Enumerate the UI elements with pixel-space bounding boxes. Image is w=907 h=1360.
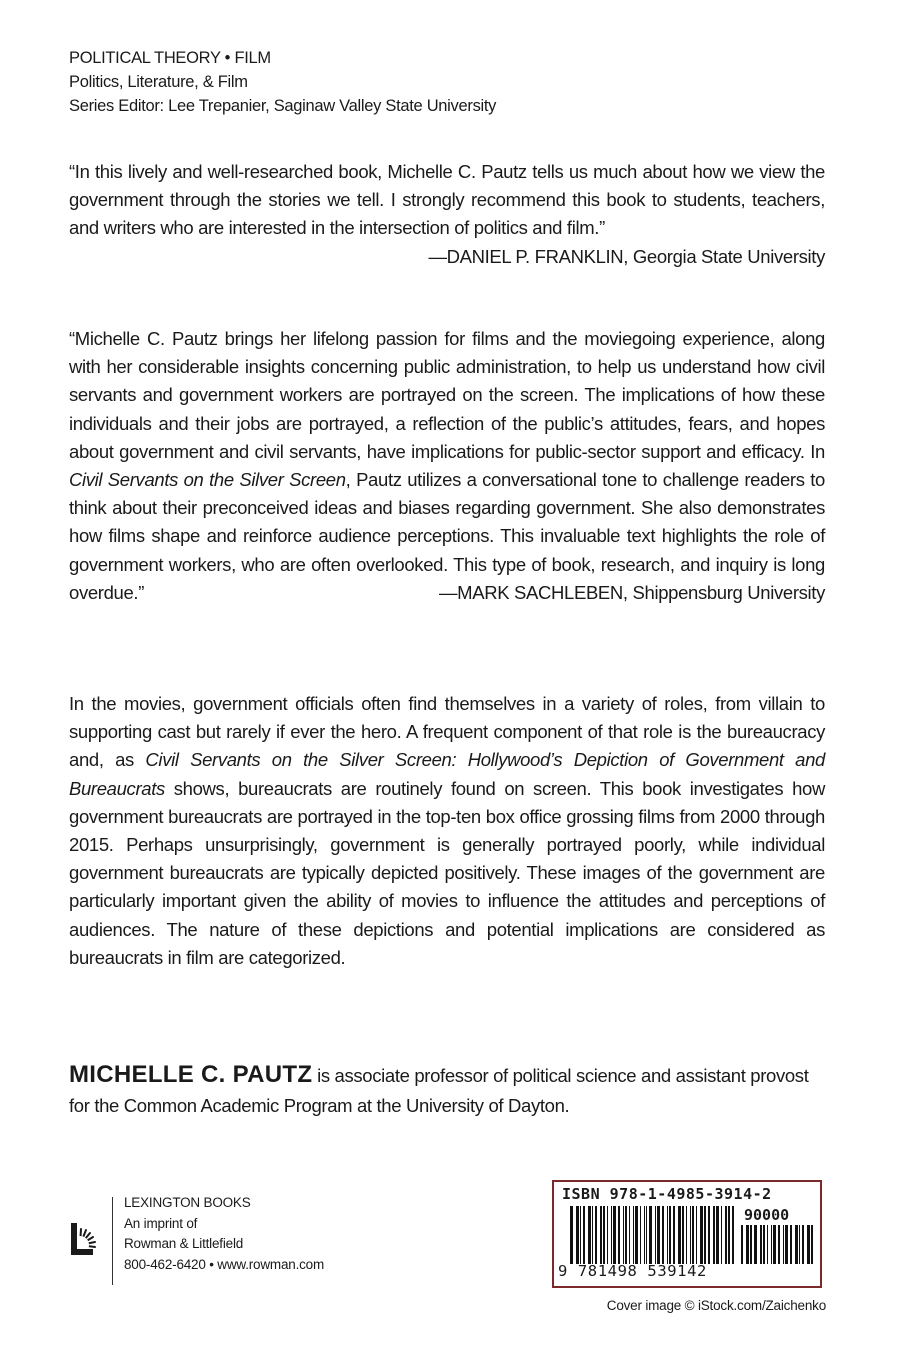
barcode-bar: [767, 1225, 768, 1264]
barcode-bar: [721, 1206, 722, 1264]
endorsement-quote-1: [69, 158, 825, 271]
barcode-bar: [690, 1206, 691, 1264]
barcode-bar: [592, 1206, 593, 1264]
barcode-bar: [708, 1206, 710, 1264]
book-full-title-italic: Civil Servants on the Silver Screen: Hollywood’s Depiction of Government and Bureaucrats: [69, 749, 825, 799]
barcode-bar: [600, 1206, 602, 1264]
quote-attribution: —DANIEL P. FRANKLIN, Georgia State University: [428, 245, 825, 267]
isbn-barcode-box: [552, 1180, 822, 1288]
barcode-bar: [580, 1206, 581, 1264]
barcode-bar: [625, 1206, 627, 1264]
barcode-bar: [795, 1225, 798, 1264]
author-name: MICHELLE C. PAUTZ: [69, 1061, 313, 1088]
barcode-bar: [760, 1225, 762, 1264]
isbn-number: ISBN 978-1-4985-3914-2: [562, 1185, 772, 1203]
barcode-bar: [655, 1206, 656, 1264]
barcode-bar: [746, 1225, 749, 1264]
quote-text-part-a: “Michelle C. Pautz brings her lifelong passion for films and the moviegoing experience, along with her considerable insights concerning public administration, to help us understand how civil servants and government workers are portrayed on the screen. The implications of how these individuals and their jobs are portrayed, a reflection of the public’s attitudes, fears, and hopes about government and civil servants, have implications for public-sector support and efficacy. In: [69, 328, 825, 462]
publisher-text: [124, 1193, 324, 1275]
parent-publisher: Rowman & Littlefield: [124, 1236, 244, 1251]
barcode-bar: [613, 1206, 616, 1264]
author-bio-text: is associate professor of political science and assistant provost for the Common Academic Program at the University of Dayton.: [69, 1065, 809, 1116]
ean-barcode-graphic: [570, 1206, 736, 1264]
barcode-bar: [662, 1206, 664, 1264]
barcode-bar: [640, 1206, 641, 1264]
barcode-bar: [629, 1206, 630, 1264]
barcode-bar: [607, 1206, 608, 1264]
book-title-italic: Civil Servants on the Silver Screen: [69, 469, 346, 491]
cover-image-credit: Cover image © iStock.com/Zaichenko: [606, 1298, 826, 1313]
barcode-bar: [635, 1206, 638, 1264]
lexington-sunburst-logo-icon: [66, 1215, 108, 1257]
barcode-bar: [570, 1206, 573, 1264]
ean-digits: 9 781498 539142: [558, 1262, 707, 1280]
publisher-contact: 800-462-6420 • www.rowman.com: [124, 1256, 325, 1272]
barcode-bar: [696, 1206, 697, 1264]
barcode-bar: [603, 1206, 605, 1264]
barcode-bar: [623, 1206, 624, 1264]
quote-text: “In this lively and well-researched book, Michelle C. Pautz tells us much about how we view the government through the stories we tell. I strongly recommend this book to students, teachers, and writers who are interested in the intersection of politics and film.”: [69, 161, 825, 239]
addon-barcode-graphic: [741, 1225, 817, 1264]
barcode-bar: [713, 1206, 715, 1264]
publisher-divider: [112, 1197, 113, 1285]
publisher-name: LEXINGTON BOOKS: [124, 1195, 251, 1210]
barcode-bar: [673, 1206, 675, 1264]
barcode-bar: [763, 1225, 765, 1264]
endorsement-quote-2: [69, 325, 825, 607]
quote-attribution: —MARK SACHLEBEN, Shippensburg University: [439, 581, 825, 603]
barcode-bar: [778, 1225, 780, 1264]
barcode-bar: [802, 1225, 804, 1264]
barcode-bar: [649, 1206, 652, 1264]
description-part-b: shows, bureaucrats are routinely found on screen. This book investigates how government bureaucrats are portrayed in the top-ten box office grossing films from 2000 through 2015. Perhaps unsurprisingly, government is generally portrayed poorly, while individual government bureaucrats are typically depicted positively. These images of the government are particularly important given the ability of movies to influence the attitudes and perceptions of audiences. The nature of these depictions and potential implications are considered as bureaucrats in film are categorized.: [69, 777, 825, 968]
barcode-bar: [785, 1225, 788, 1264]
barcode-bar: [644, 1206, 645, 1264]
barcode-bar: [725, 1206, 727, 1264]
series-header: [69, 46, 496, 118]
barcode-bar: [773, 1225, 776, 1264]
author-bio: [69, 1060, 825, 1121]
barcode-bar: [657, 1206, 660, 1264]
barcode-bar: [682, 1206, 684, 1264]
barcode-bar: [588, 1206, 591, 1264]
barcode-bar: [728, 1206, 730, 1264]
barcode-bar: [646, 1206, 647, 1264]
barcode-bar: [692, 1206, 694, 1264]
barcode-bar: [669, 1206, 671, 1264]
series-editor: Series Editor: Lee Trepanier, Saginaw Valley State University: [69, 97, 497, 115]
barcode-bar: [754, 1225, 757, 1264]
barcode-bar: [583, 1206, 585, 1264]
barcode-bar: [678, 1206, 681, 1264]
barcode-bar: [811, 1225, 813, 1264]
barcode-bar: [704, 1206, 706, 1264]
category-label: POLITICAL THEORY • FILM: [69, 49, 271, 67]
barcode-bar: [741, 1225, 743, 1264]
publisher-block: [66, 1193, 366, 1293]
barcode-bar: [716, 1206, 719, 1264]
description-part-a: In the movies, government officials often find themselves in a variety of roles, from villain to supporting cast but rarely if ever the hero. A frequent component of that role is the bureaucracy and, as: [69, 693, 825, 771]
barcode-bar: [633, 1206, 634, 1264]
barcode-bar: [667, 1206, 668, 1264]
barcode-bar: [576, 1206, 579, 1264]
barcode-bar: [771, 1225, 772, 1264]
barcode-bar: [799, 1225, 800, 1264]
barcode-bar: [611, 1206, 612, 1264]
price-code: 90000: [744, 1206, 790, 1224]
barcode-bar: [807, 1225, 810, 1264]
barcode-bar: [790, 1225, 792, 1264]
barcode-bar: [732, 1206, 734, 1264]
book-description: [69, 690, 825, 972]
barcode-bar: [783, 1225, 784, 1264]
series-title: Politics, Literature, & Film: [69, 73, 248, 91]
barcode-bar: [595, 1206, 597, 1264]
barcode-bar: [750, 1225, 752, 1264]
barcode-bar: [700, 1206, 703, 1264]
barcode-bar: [686, 1206, 687, 1264]
quote-text-part-b: , Pautz utilizes a conversational tone to challenge readers to think about their preconceived ideas and biases regarding government. She also demonstrates how films shape and reinforce audience perceptions. This invaluable text highlights the role of government workers, who are often overlooked. This type of book, research, and inquiry is long overdue.”: [69, 469, 825, 603]
imprint-line: An imprint of: [124, 1215, 198, 1231]
barcode-bar: [618, 1206, 620, 1264]
